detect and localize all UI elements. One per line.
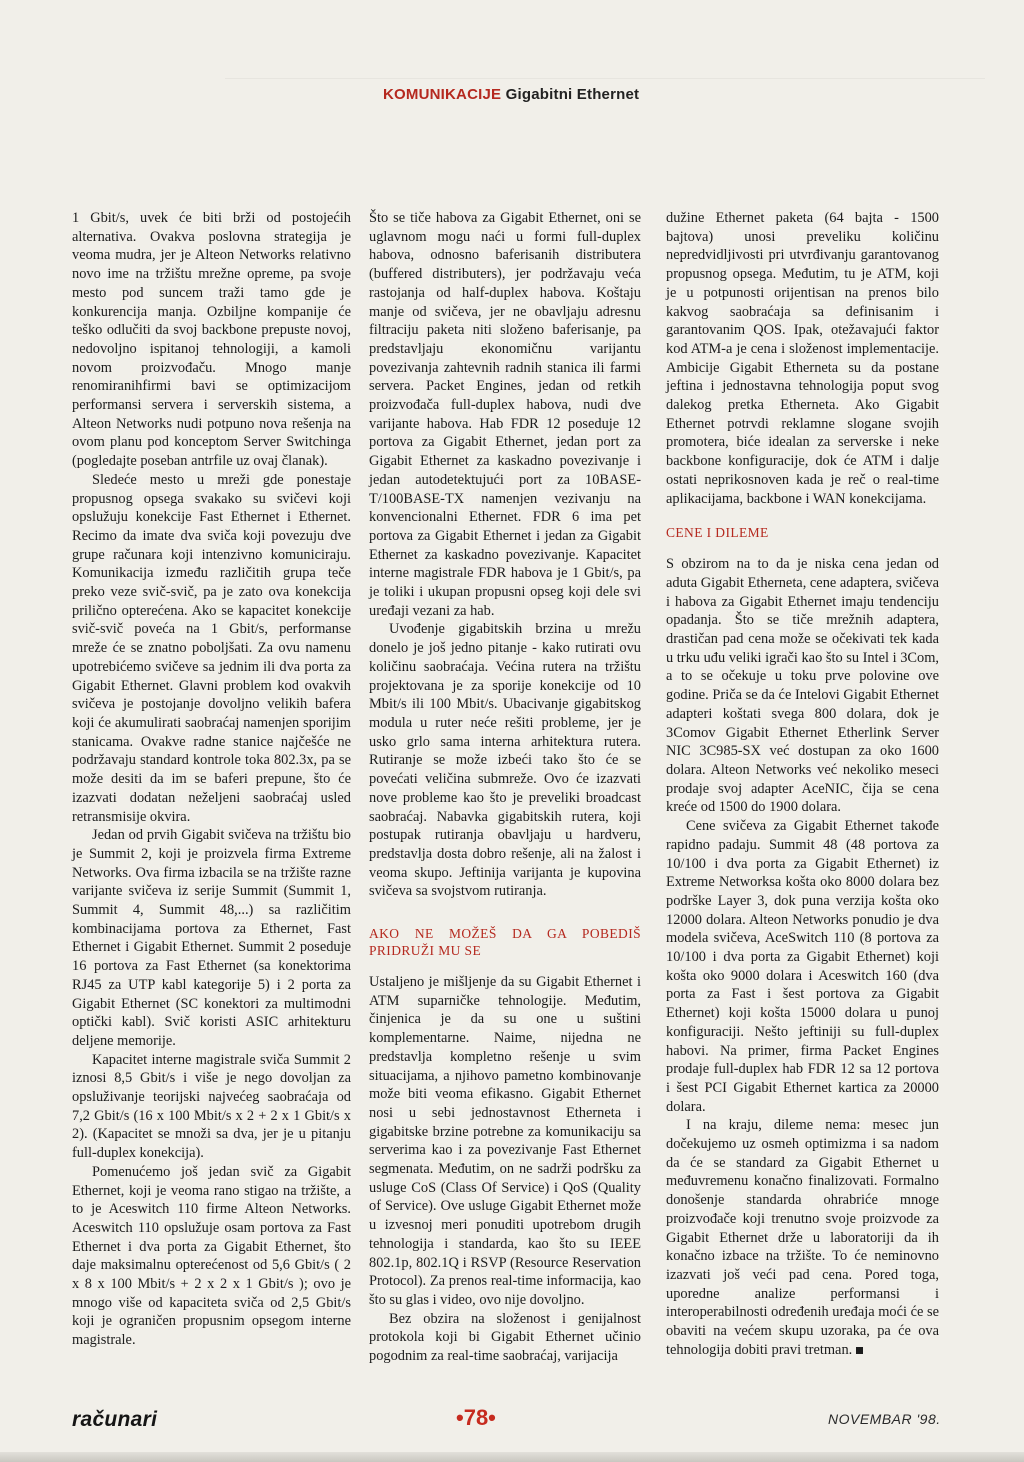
paragraph: Što se tiče habova za Gigabit Ethernet, oni se uglavnom mogu naći u formi full-duplex habova, odnosno baferisanih distributera (buffered distributers), jer podržavaju veća rastojanja od half-duplex habova. Koštaju manje od svičeva, jer ne obavljaju adresnu filtraciju paketa niti složeno baferisanje, pa predstavljaju ekonomičnu varijantu povezivanja zahtevnih radnih stanica ili farmi servera. Packet Engines, jedan od retkih proizvođača full-duplex habova, nudi dve varijante habova. Hab FDR 12 poseduje 12 portova za Gigabit Ethernet, jedan port za Gigabit Ethernet za kaskadno povezivanje i jedan autodetektujući port za 10BASE-T/100BASE-TX namenjen vezivanju na konvencionalni Ethernet. FDR 6 ima pet portova za Gigabit Ethernet i jedan za Gigabit Ethernet za kaskadno povezivanje. Kapacitet interne magistrale FDR habova je 1 Gbit/s, pa je toliki i ukupan propusni opseg koji dele svi uređaji vezani za hab. [369,210,641,619]
paragraph: Pomenućemo još jedan svič za Gigabit Ethernet, koji je veoma rano stigao na tržište, a to je Aceswitch 110 firme Alteon Networks. Aceswitch 110 opslužuje osam portova za Fast Ethernet i dva porta za Gigabit Ethernet, što daje maksimalnu opterećenost od 5,6 Gbit/s ( 2 x 8 x 100 Mbit/s + 2 x 2 x 1 Gbit/s ); ovo je mnogo više od kapaciteta sviča od 2,5 Gbit/s koji je ograničen propusnim opsegom interne magistrale. [72,1163,351,1349]
paragraph: Ustaljeno je mišljenje da su Gigabit Ethernet i ATM suparničke tehnologije. Međutim, činjenica je da su one u suštini komplementarne. Naime, nijedna ne predstavlja kompletno rešenje u svim situacijama, a njihovo pametno kombinovanje može biti veoma efikasno. Gigabit Ethernet nosi u sebi jednostavnost Etherneta i gigabitske brzine potrebne za komunikaciju sa serverima kao i za povezivanje Fast Ethernet segmenata. Međutim, on ne sadrži podršku za usluge CoS (Class Of Service) i QoS (Quality of Service). Ove usluge Gigabit Ethernet može u izvesnoj meri ponuditi upotrebom drugih tehnologija i standarda, kao što su IEEE 802.1p, 802.1Q i RSVP (Resource Reservation Protocol). Za prenos real-time informacija, kao što su glas i video, ovo nije dovoljno. [369,974,641,1308]
magazine-name: računari [72,1408,158,1431]
section-heading: CENE I DILEME [666,525,769,541]
running-header [383,86,639,103]
header-section: KOMUNIKACIJE [383,86,502,103]
text-column-2 [369,209,641,1366]
issue-date: NOVEMBAR '98. [828,1411,941,1427]
end-of-article-mark-icon [856,1347,863,1354]
paragraph: dužine Ethernet paketa (64 bajta - 1500 bajtova) unosi preveliku količinu nepredvidljivosti pri utvrđivanju garantovanog propusnog opsega. Međutim, tu je ATM, koji je u potpunosti orijentisan na prenos bilo kakvog saobraćaja sa definisanim i garantovanim QOS. Ipak, otežavajući faktor kod ATM-a je cena i složenost implementacije. Ambicije Gigabit Etherneta su da postane jeftina i jednostavna tehnologija poput svog dalekog pretka Etherneta. Ako Gigabit Ethernet potrvdi reklamne slogane svojih promotera, biće idealan za serverske i neke backbone konfiguracije, dok će ATM i dalje ostati neprikosnoven kada je reč o real-time aplikacijama, backbone i WAN konekcijama. [666,210,939,507]
paragraph-final [666,1116,939,1359]
paragraph: S obzirom na to da je niska cena jedan od aduta Gigabit Etherneta, cene adaptera, svičeva i habova za Gigabit Ethernet imaju tendenciju opadanja. Što se tiče mrežnih adaptera, drastičan pad cena može se očekivati tek kada u trku uđu veliki igrači kao što su Intel i 3Com, a to se očekuje u toku prve polovine ove godine. Priča se da će Intelovi Gigabit Ethernet adapteri koštati svega 800 dolara, dok je 3Comov Gigabit Ethernet Etherlink Server NIC 3C985-SX već dostupan za oko 1600 dolara. Alteon Networks već nekoliko meseci prodaje svoj adapter AceNIC, čija se cena kreće od 1500 do 1900 dolara. [666,556,939,816]
paragraph: Bez obzira na složenost i genijalnost protokola koji bi Gigabit Ethernet učinio pogodnim za real-time saobraćaj, varijacija [369,1310,641,1365]
page-edge-shadow [0,1452,1024,1462]
paragraph: Cene svičeva za Gigabit Ethernet takođe rapidno padaju. Summit 48 (48 portova za 10/100 i dva porta za Gigabit Ethernet) iz Extreme Networksa košta oko 8000 dolara bez podrške Layer 3, dok puna verzija košta oko 12000 dolara. Alteon Networks ponudio je dva modela svičeva, AceSwitch 110 (8 portova za 10/100 i dva porta za Gigabit Ethernet) koji košta oko 9000 dolara i Aceswitch 160 (dva porta za Fast i šest portova za Gigabit Ethernet) koji košta 15000 dolara u punoj konfiguraciji. Nešto jeftiniji su full-duplex habovi. Na primer, firma Packet Engines prodaje full-duplex hab FDR 12 sa 12 portova i šest PCI Gigabit Ethernet kartica za 20000 dolara. [666,818,939,1115]
section-heading: AKO NE MOŽEŠ DA GA POBEDIŠ PRIDRUŽI MU SE [369,926,641,959]
text-column-3 [666,209,939,1359]
paragraph: Sledeće mesto u mreži gde ponestaje propusnog opsega svakako su svičevi koji opslužuju konekcije Fast Ethernet i Ethernet. Recimo da imate dva sviča koji povezuju dve grupe računara koji intenzivno komuniciraju. Komunikacija između različitih grupa teče preko veze svič-svič, pa je zato ova konekcija prilično opterećena. Ako se kapacitet konekcije svič-svič poveća na 1 Gbit/s, performanse mreže će se znatno poboljšati. Za ovu namenu upotrebićemo svičeve sa jednim ili dva porta za Gigabit Ethernet. Glavni problem kod ovakvih svičeva je postojanje dovoljno velikih bafera koji će akumulirati saobraćaj namenjen sporijim stanicama. Ovakve radne stanice najčešće ne podržavaju standard kontrole toka 802.3x, pa se može desiti da im se baferi prepune, što će izazvati dodatan neželjeni saobraćaj usled retransmisije okvira. [72,471,351,825]
paragraph: Kapacitet interne magistrale sviča Summit 2 iznosi 8,5 Gbit/s i više je nego dovoljan za opsluživanje teorijski najvećeg saobraćaja od 7,2 Gbit/s (16 x 100 Mbit/s x 2 + 2 x 1 Gbit/s x 2). (Kapacitet se množi sa dva, jer je u pitanju full-duplex konekcija). [72,1051,351,1162]
paragraph-text: I na kraju, dileme nema: mesec jun dočekujemo uz osmeh optimizma i sa nadom da će se standard za Gigabit Ethernet u međuvremenu konačno finalizovati. Formalno donošenje standarda ohrabriće mnoge proizvođače koji trenutno svoje proizvode za Gigabit Ethernet drže u laboratoriji da ih konačno izbace na tržište. To će neminovno izazvati još veći pad cena. Pored toga, uporedne analize performansi i interoperabilnosti određenih uređaja moći će se obaviti na većem skupu uzoraka, pa će ova tehnologija dobiti pravi tretman. [666,1117,939,1358]
paragraph: 1 Gbit/s, uvek će biti brži od postojećih alternativa. Ovakva poslovna strategija je veoma mudra, jer je Alteon Networks relativno novo ime na tržištu mrežne opreme, pa svoje mesto pod suncem traži tamo gde je konkurencija manja. Ozbiljne kompanije će teško odlučiti da svoj backbone prepuste novoj, nedovoljno ispitanoj tehnologiji, a kamoli novom proizvođaču. Mnogo manje renomiranihfirmi bavi se optimizacijom performansi servera i serverskih sistema, a Alteon Networks nudi potpuno nova rešenja na ovom planu pod konceptom Server Switchinga (pogledajte poseban antrfile uz ovaj članak). [72,210,351,470]
header-topic: Gigabitni Ethernet [505,86,640,103]
text-column-1 [72,209,351,1350]
paragraph: Jedan od prvih Gigabit svičeva na tržištu bio je Summit 2, koji je proizvela firma Extreme Networks. Ova firma izbacila se na tržište razne varijante svičeva iz serije Summit (Summit 1, Summit 4, Summit 48,...) sa različitim kombinacijama portova za Ethernet, Fast Ethernet i Gigabit Ethernet. Summit 2 poseduje 16 portova za Fast Ethernet (sa konektorima RJ45 za UTP kabl kategorije 5) i 2 porta za Gigabit Ethernet (SC konektori za multimodni optički kabl). Svič koristi ASIC arhitekturu deljene memorije. [72,827,351,1049]
paragraph: Uvođenje gigabitskih brzina u mrežu donelo je još jedno pitanje - kako rutirati ovu količinu saobraćaja. Većina rutera na tržištu projektovana je za sporije konekcije od 10 Mbit/s ili 100 Mbit/s. Ubacivanje gigabitskog modula u ruter neće rešiti probleme, jer je usko grlo sama interna arhitektura rutera. Rutiranje se može izbeći tako što će se povećati veličina submreže. Ovo će izazvati nove probleme kao što je preveliki broadcast saobraćaj. Nabavka gigabitskih rutera, koji postupak rutiranja obavljaju u hardveru, predstavlja dosta dobro rešenje, ali na žalost i veoma skupo. Jeftinija varijanta je kupovina svičeva sa svojstvom rutiranja. [369,621,641,900]
page-number: •78• [456,1405,496,1430]
